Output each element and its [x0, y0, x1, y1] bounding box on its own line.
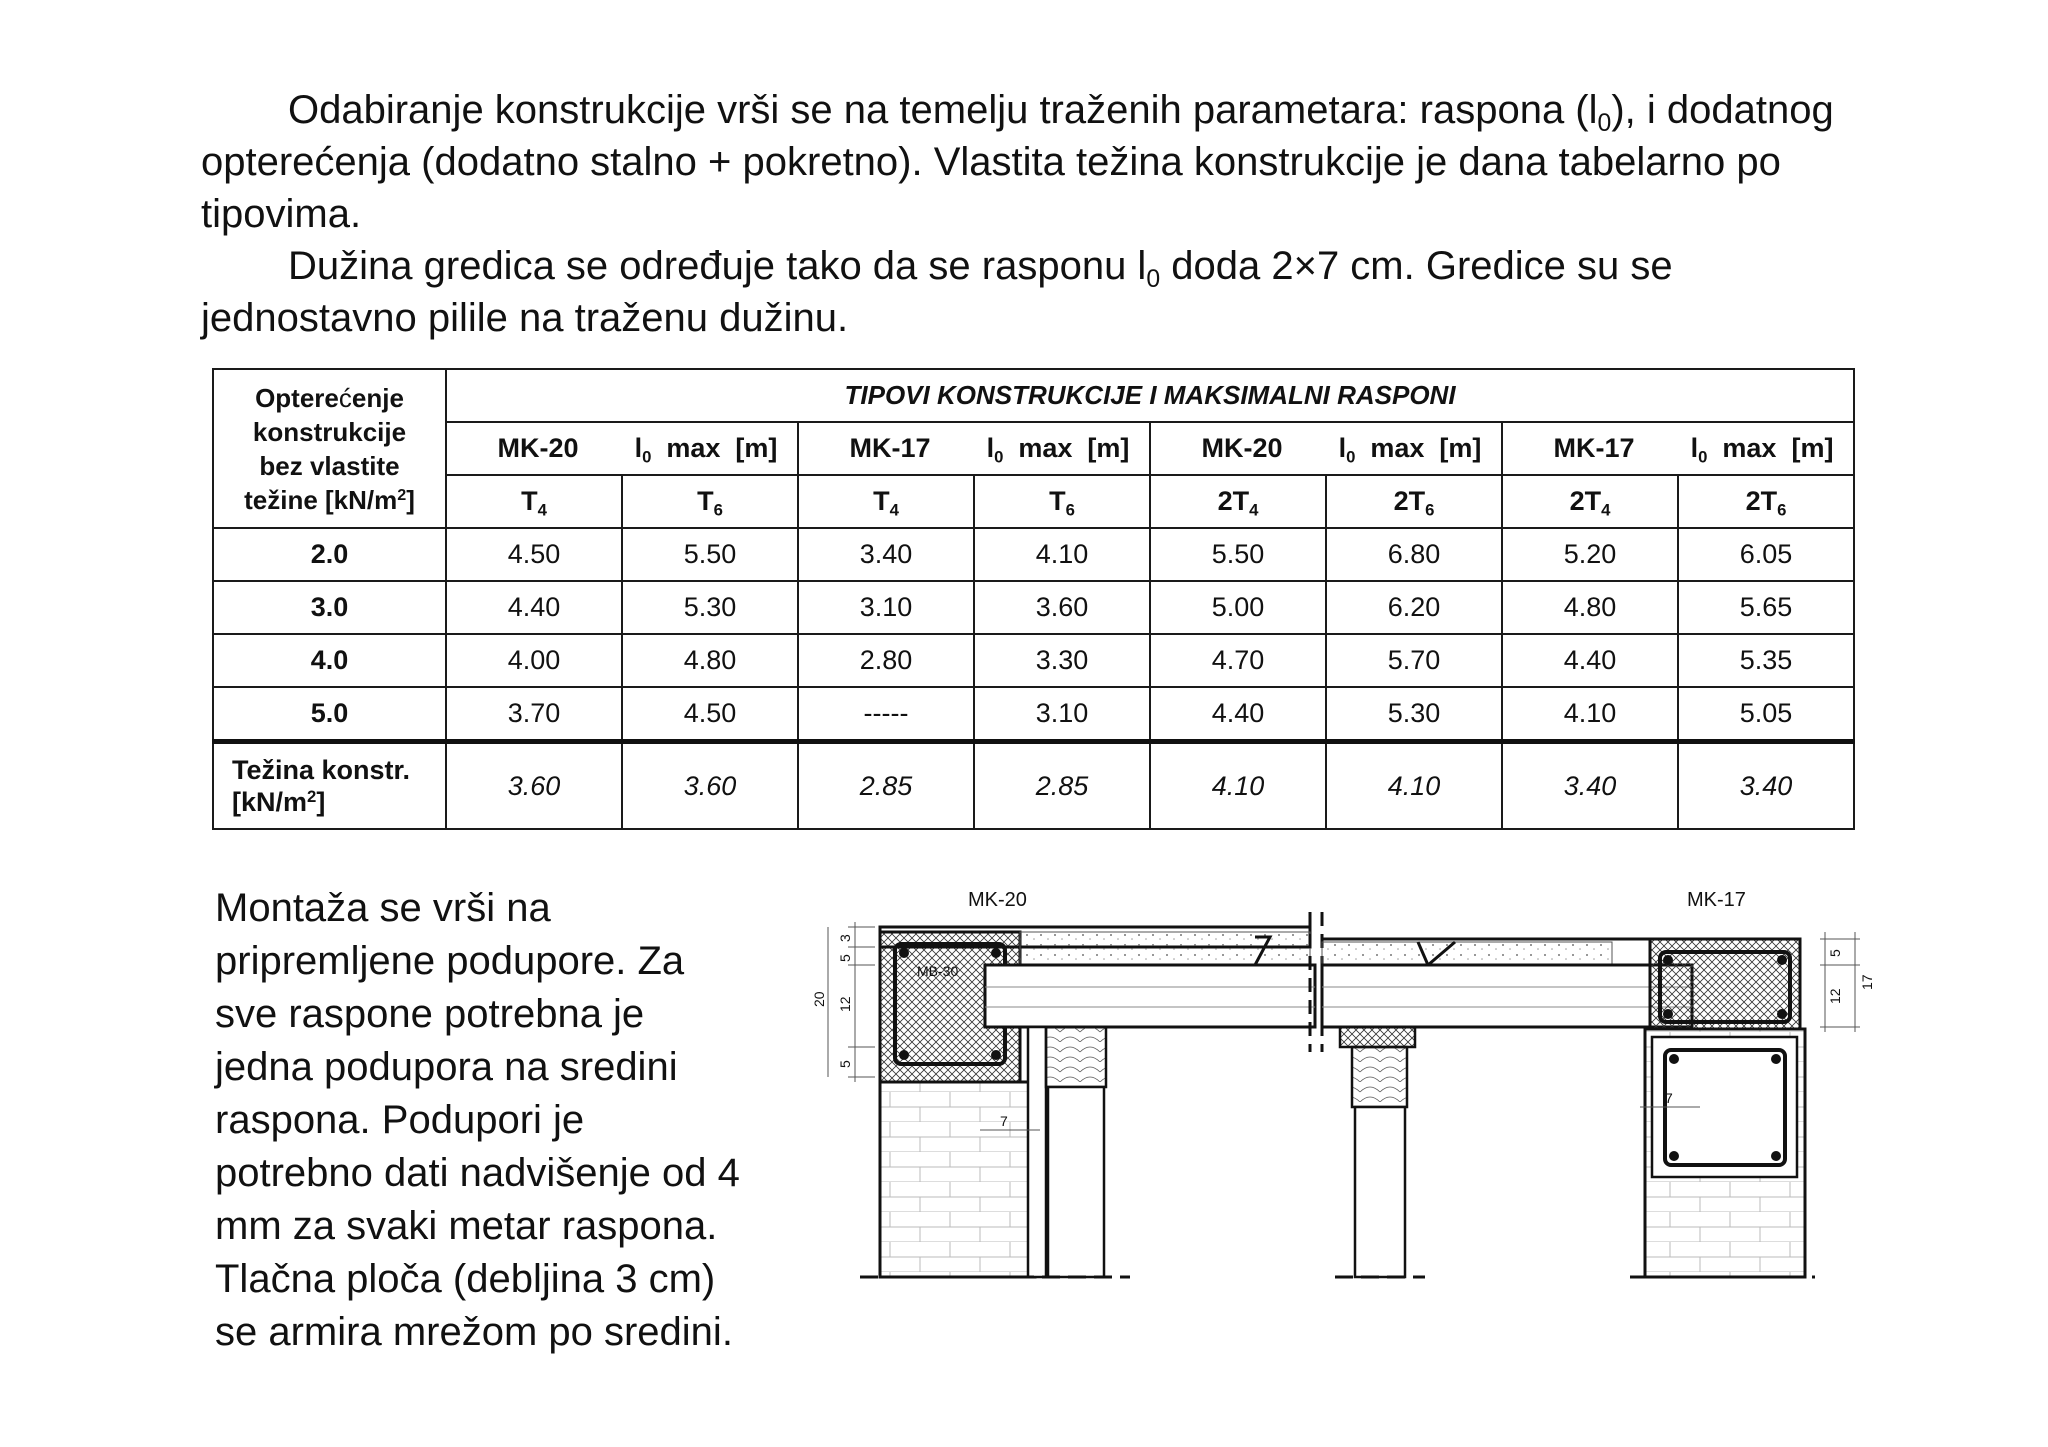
- type-header-mk17-b: MK-17 $l_0$ max [m]: [1502, 422, 1854, 475]
- span-cell: 4.10: [1502, 687, 1678, 742]
- span-cell: 4.50: [446, 528, 622, 581]
- weight-row: [213, 742, 1854, 830]
- dim-left-total: 20: [811, 991, 827, 1007]
- montaza-line: se armira mrežom po sredini.: [215, 1310, 733, 1354]
- span-cell: 4.40: [446, 581, 622, 634]
- span-cell: 5.35: [1678, 634, 1854, 687]
- span-cell: 4.40: [1502, 634, 1678, 687]
- intro-text: [201, 84, 1841, 344]
- span-cell: 6.80: [1326, 528, 1502, 581]
- montaza-line: Tlačna ploča (debljina 3 cm): [215, 1257, 716, 1301]
- span-cell: 5.20: [1502, 528, 1678, 581]
- weight-cell: 3.60: [446, 742, 622, 830]
- intro-paragraph-2: Dužina gredica se određuje tako da se rasponu $l_0$ doda 2×7 cm. Gredice su se jednostavno pilile na traženu dužinu.: [201, 244, 1673, 340]
- weight-cell: 4.10: [1150, 742, 1326, 830]
- dim-left-bot: 5: [837, 1060, 853, 1068]
- span-cell: 3.70: [446, 687, 622, 742]
- subtype-row: [213, 475, 1854, 528]
- right-girder: [1322, 965, 1692, 1027]
- table-row: [213, 687, 1854, 742]
- right-dimension-chain: [1820, 932, 1875, 1032]
- load-column-header: Opterećenje konstrukcije bez vlastite težine $[kN/m^2]$: [213, 369, 446, 528]
- subtype-cell: $2T_4$: [1150, 475, 1326, 528]
- weight-cell: 3.40: [1678, 742, 1854, 830]
- montaza-line: pripremljene podupore. Za: [215, 939, 685, 983]
- weight-cell: 3.60: [622, 742, 798, 830]
- span-cell: 5.70: [1326, 634, 1502, 687]
- dim-right-mid: 12: [1827, 988, 1843, 1004]
- span-cell: 4.40: [1150, 687, 1326, 742]
- span-cell: 5.30: [622, 581, 798, 634]
- dim-left-top2: 5: [837, 954, 853, 962]
- table-row: [213, 581, 1854, 634]
- construction-section-drawing: [800, 882, 1900, 1302]
- subtype-cell: $T_4$: [798, 475, 974, 528]
- subtype-cell: $2T_6$: [1678, 475, 1854, 528]
- montaza-line: raspona. Podupori je: [215, 1098, 585, 1142]
- dim-left-mid: 12: [837, 996, 853, 1012]
- label-mb30: MB-30: [917, 963, 959, 979]
- left-brick-wall: [880, 1082, 1035, 1277]
- span-cell: 4.10: [974, 528, 1150, 581]
- span-cell: 5.00: [1150, 581, 1326, 634]
- dim-right-total: 17: [1859, 974, 1875, 990]
- span-cell: 4.70: [1150, 634, 1326, 687]
- load-cell: 4.0: [213, 634, 446, 687]
- subtype-cell: $T_6$: [974, 475, 1150, 528]
- span-cell: 3.40: [798, 528, 974, 581]
- montaza-line: Montaža se vrši na: [215, 886, 551, 930]
- span-cell: 4.50: [622, 687, 798, 742]
- left-girder: [985, 965, 1315, 1027]
- span-cell: 4.80: [1502, 581, 1678, 634]
- montaza-line: potrebno dati nadvišenje od 4: [215, 1151, 740, 1195]
- span-cell: 4.80: [622, 634, 798, 687]
- subtype-cell: $2T_4$: [1502, 475, 1678, 528]
- span-cell: 2.80: [798, 634, 974, 687]
- subtype-cell: $2T_6$: [1326, 475, 1502, 528]
- dim-bearing-left: 7: [1000, 1113, 1008, 1129]
- span-cell: 5.05: [1678, 687, 1854, 742]
- dim-bearing-right: 7: [1665, 1090, 1673, 1106]
- weight-cell: 3.40: [1502, 742, 1678, 830]
- type-header-mk20-b: MK-20 $l_0$ max [m]: [1150, 422, 1502, 475]
- montaza-line: jedna podupora na sredini: [215, 1045, 678, 1089]
- montaza-text: [215, 882, 815, 1359]
- label-mk17: MK-17: [1687, 889, 1746, 911]
- span-cell: -----: [798, 687, 974, 742]
- span-cell: 5.50: [622, 528, 798, 581]
- table-row: [213, 528, 1854, 581]
- montaza-line: mm za svaki metar raspona.: [215, 1204, 718, 1248]
- label-mk20: MK-20: [968, 889, 1027, 911]
- span-cell: 5.65: [1678, 581, 1854, 634]
- span-cell: 4.00: [446, 634, 622, 687]
- left-dimension-chain: [811, 922, 875, 1082]
- span-cell: 3.10: [974, 687, 1150, 742]
- span-cell: 3.10: [798, 581, 974, 634]
- subtype-cell: $T_4$: [446, 475, 622, 528]
- middle-timber-support: [1352, 1047, 1407, 1107]
- subtype-cell: $T_6$: [622, 475, 798, 528]
- span-cell: 5.30: [1326, 687, 1502, 742]
- left-timber-support: [1046, 1027, 1106, 1087]
- weight-label: Težina konstr. $[kN/m^2]$: [213, 742, 446, 830]
- span-cell: 3.30: [974, 634, 1150, 687]
- table-body: [213, 528, 1854, 829]
- span-cell: 5.50: [1150, 528, 1326, 581]
- weight-cell: 2.85: [798, 742, 974, 830]
- span-table: [212, 368, 1855, 830]
- load-cell: 3.0: [213, 581, 446, 634]
- span-cell: 6.20: [1326, 581, 1502, 634]
- span-cell: 6.05: [1678, 528, 1854, 581]
- weight-cell: 4.10: [1326, 742, 1502, 830]
- type-header-mk20-a: MK-20 $l_0$ max [m]: [446, 422, 798, 475]
- table-row: [213, 634, 1854, 687]
- weight-cell: 2.85: [974, 742, 1150, 830]
- dim-left-top: 3: [837, 934, 853, 942]
- load-cell: 2.0: [213, 528, 446, 581]
- type-header-mk17-a: MK-17 $l_0$ max [m]: [798, 422, 1150, 475]
- montaza-line: sve raspone potrebna je: [215, 992, 645, 1036]
- right-concrete-slab: [1322, 942, 1612, 965]
- intro-paragraph-1: Odabiranje konstrukcije vrši se na temelju traženih parametara: raspona $(l_0)$, i dodatnog opterećenja (dodatno stalno + pokretno). Vlastita težina konstrukcije je dana tabelarno po tipovima.: [201, 88, 1834, 236]
- table-title: TIPOVI KONSTRUKCIJE I MAKSIMALNI RASPONI: [446, 369, 1854, 422]
- load-cell: 5.0: [213, 687, 446, 742]
- span-cell: 3.60: [974, 581, 1150, 634]
- dim-right-top: 5: [1827, 949, 1843, 957]
